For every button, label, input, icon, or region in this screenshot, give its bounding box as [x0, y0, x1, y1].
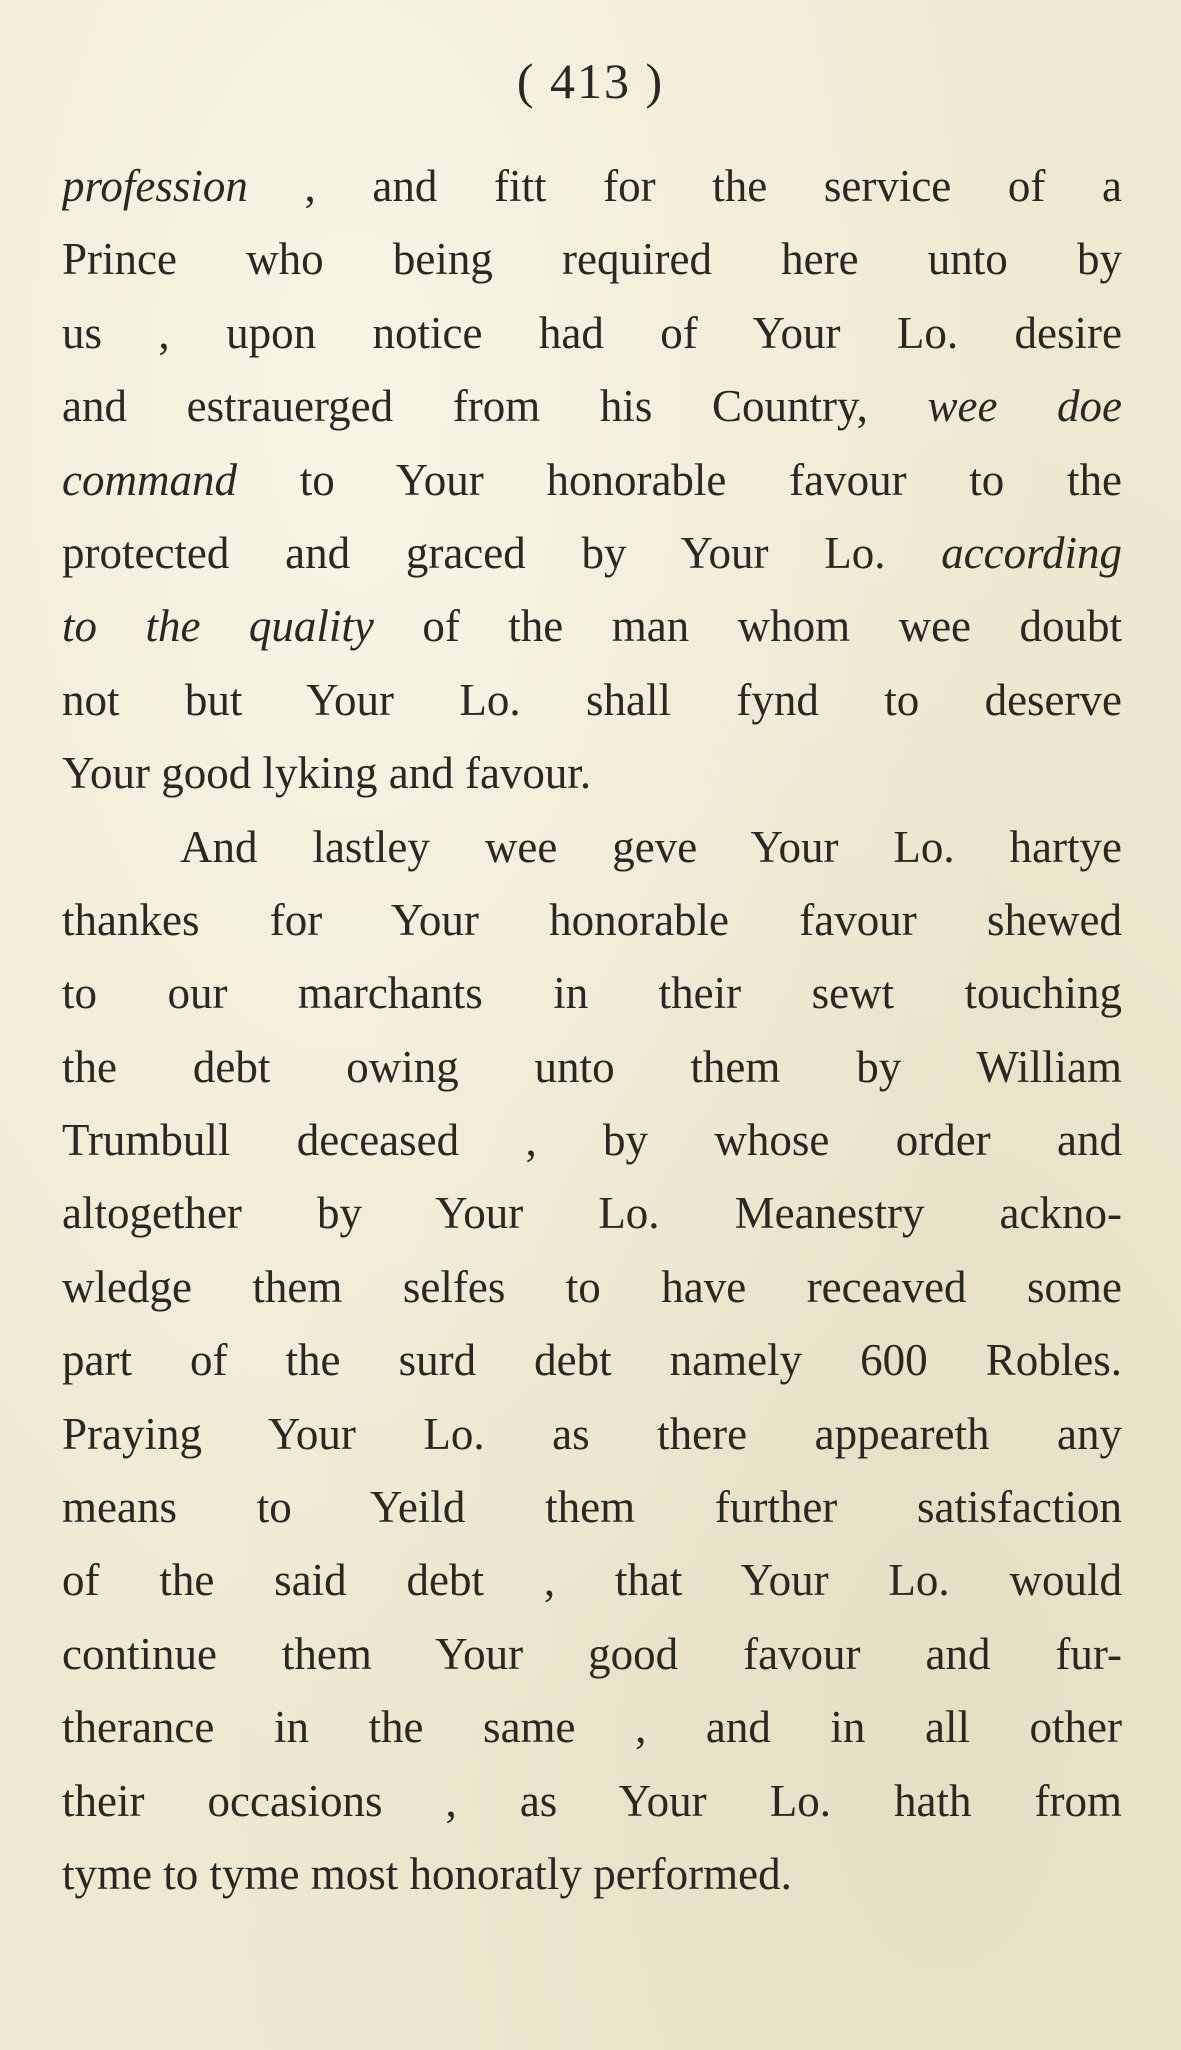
text-line: [62, 1177, 1122, 1250]
text-segment: Your good lyking and favour.: [62, 748, 592, 799]
text-segment: wledge them selfes to have receaved some: [62, 1261, 1122, 1312]
page-number: ( 413 ): [516, 53, 665, 109]
text-segment: to Your honorable favour to the: [236, 454, 1122, 505]
text-line: [62, 1104, 1122, 1177]
text-segment: of the said debt , that Your Lo. would: [62, 1555, 1122, 1606]
text-segment: part of the surd debt namely 600 Robles.: [62, 1335, 1122, 1386]
text-segment: their occasions , as Your Lo. hath from: [62, 1775, 1122, 1826]
text-line: [62, 1544, 1122, 1617]
text-segment: thankes for Your honorable favour shewed: [62, 894, 1122, 945]
text-segment: therance in the same , and in all other: [62, 1702, 1122, 1753]
text-line: [62, 223, 1122, 296]
text-line: [62, 517, 1122, 590]
text-segment: continue them Your good favour and fur-: [62, 1628, 1122, 1679]
italic-text: wee doe: [927, 381, 1122, 432]
paragraph-2: [62, 811, 1122, 1912]
text-segment: tyme to tyme most honoratly performed.: [62, 1848, 792, 1899]
text-line: [62, 1398, 1122, 1471]
text-line: [62, 1251, 1122, 1324]
italic-text: command: [62, 454, 237, 505]
text-line: [62, 1031, 1122, 1104]
italic-text: to the quality: [62, 601, 374, 652]
text-segment: Trumbull deceased , by whose order and: [62, 1115, 1122, 1166]
text-segment: , and fitt for the service of a: [247, 161, 1122, 211]
body-text: [62, 150, 1122, 1911]
text-segment: and estrauerged from his Country,: [62, 381, 928, 432]
text-segment: means to Yeild them further satisfaction: [62, 1482, 1122, 1533]
text-line: [62, 1765, 1122, 1838]
text-line: [62, 1324, 1122, 1397]
text-line: [62, 370, 1122, 443]
text-segment: not but Your Lo. shall fynd to deserve: [62, 674, 1122, 725]
text-segment: And lastley wee geve Your Lo. hartye: [180, 821, 1122, 872]
paragraph-1: [62, 150, 1122, 811]
text-line: [62, 297, 1122, 370]
text-line: [62, 664, 1122, 737]
text-line: [62, 1838, 1122, 1911]
text-line: [62, 884, 1122, 957]
text-line: [62, 1471, 1122, 1544]
text-segment: to our marchants in their sewt touching: [62, 968, 1122, 1019]
text-line: [62, 1691, 1122, 1764]
text-line: [62, 811, 1122, 884]
text-line: [62, 590, 1122, 663]
italic-text: profession: [62, 161, 248, 211]
text-segment: protected and graced by Your Lo.: [62, 527, 942, 578]
text-line: [62, 444, 1122, 517]
text-segment: of the man whom wee doubt: [373, 601, 1122, 652]
text-segment: altogether by Your Lo. Meanestry ackno-: [62, 1188, 1122, 1239]
text-segment: Praying Your Lo. as there appeareth any: [62, 1408, 1122, 1459]
text-line: [62, 737, 1122, 810]
text-line: [62, 1618, 1122, 1691]
text-segment: the debt owing unto them by William: [62, 1041, 1122, 1092]
text-line: [62, 150, 1122, 223]
text-segment: Prince who being required here unto by: [62, 234, 1122, 285]
text-line: [62, 957, 1122, 1030]
italic-text: according: [941, 527, 1122, 578]
text-segment: us , upon notice had of Your Lo. desire: [62, 307, 1122, 358]
